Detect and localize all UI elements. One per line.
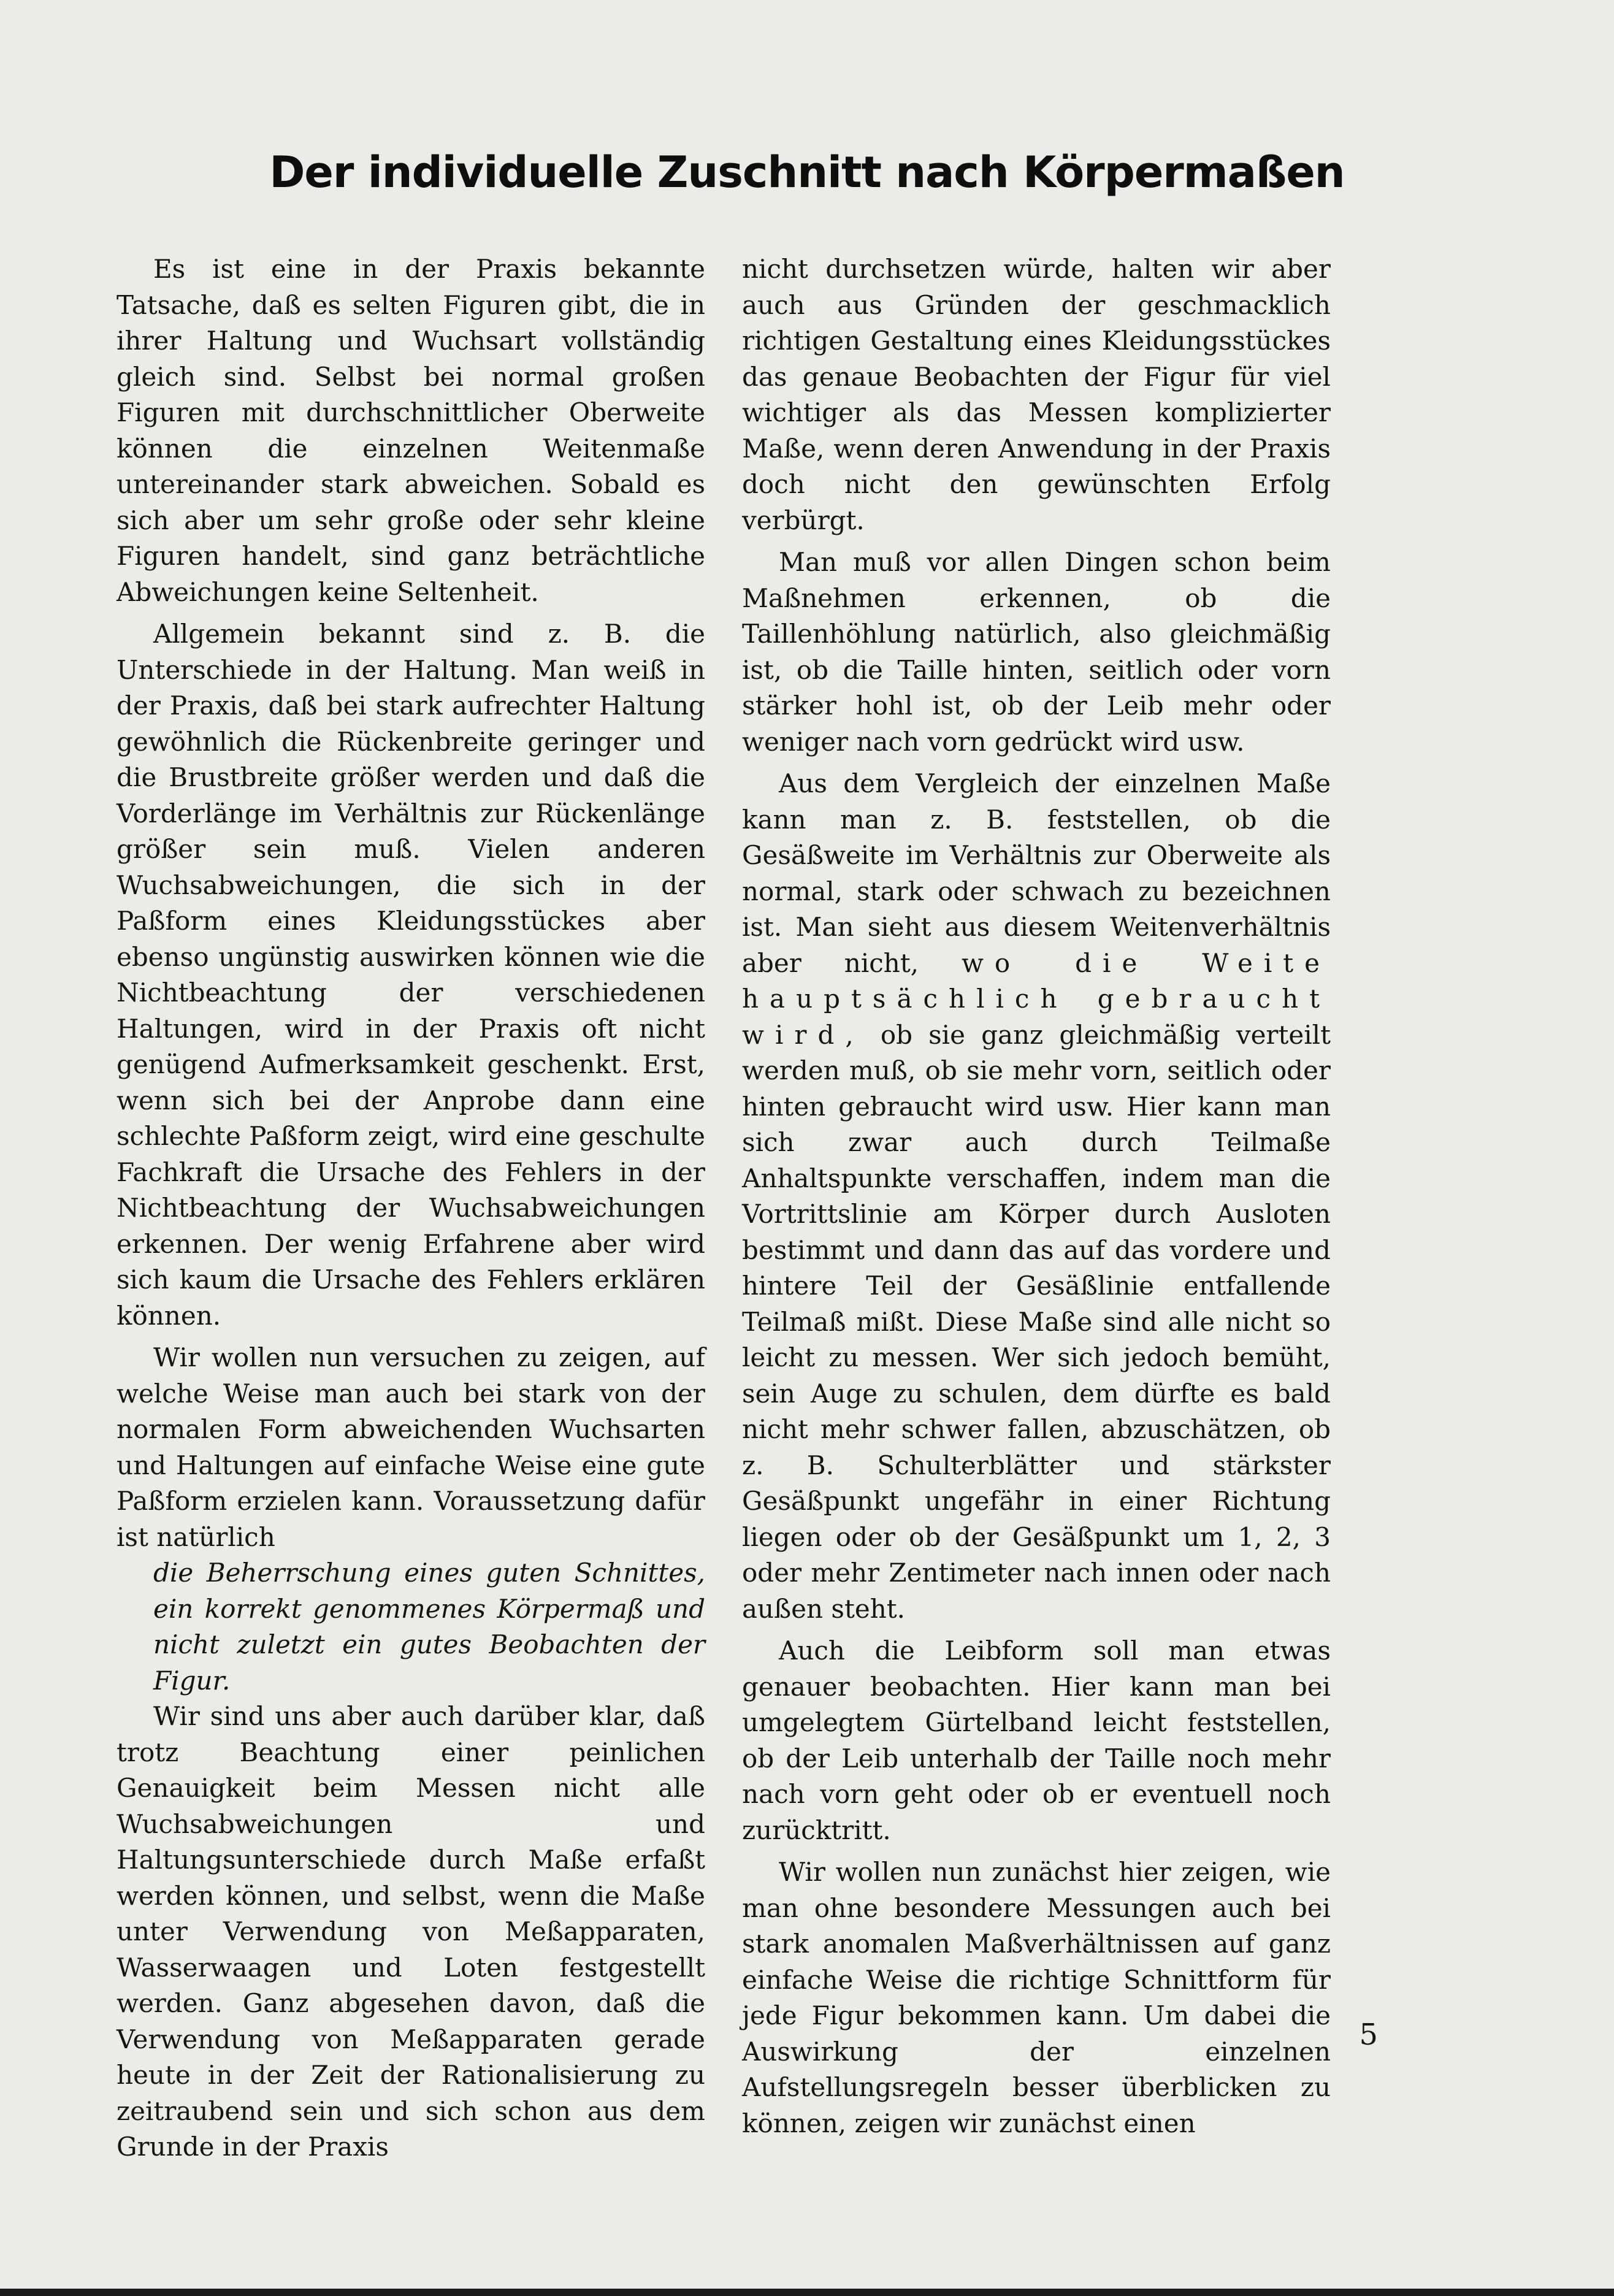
left-column <box>117 251 705 2165</box>
paragraph-text: Aus dem Vergleich der einzelnen Maße kann man z. B. feststellen, ob die Gesäßweite im Verhältnis zur Oberweite als normal, stark oder schwach zu bezeichnen ist. Man sieht aus diesem Weitenverhältnis aber nicht, <box>742 768 1331 978</box>
paragraph: Wir wollen nun zunächst hier zeigen, wie man ohne besondere Messungen auch bei stark anomalen Maßverhältnissen auf ganz einfache Weise die richtige Schnittform für jede Figur bekommen kann. Um dabei die Auswirkung der einzelnen Aufstellungsregeln besser überblicken zu können, zeigen wir zunächst einen <box>742 1857 1331 2138</box>
paragraph: Auch die Leibform soll man etwas genauer beobachten. Hier kann man bei umgelegtem Gürtelband leicht feststellen, ob der Leib unterhalb der Taille noch mehr nach vorn geht oder ob er eventuell noch zurücktritt. <box>742 1636 1331 1845</box>
spaced-emphasis: wo die Weite hauptsächlich gebraucht wird, <box>742 947 1331 1050</box>
right-column <box>742 251 1331 2141</box>
paragraph: nicht durchsetzen würde, halten wir aber auch aus Gründen der geschmacklich richtigen Gestaltung eines Kleidungsstückes das genaue Beobachten der Figur für viel wichtiger als das Messen komplizierter Maße, wenn deren Anwendung in der Praxis doch nicht den gewünschten Erfolg verbürgt. <box>742 254 1331 535</box>
paragraph: Allgemein bekannt sind z. B. die Unterschiede in der Haltung. Man weiß in der Praxis, daß bei stark aufrechter Haltung gewöhnlich die Rückenbreite geringer und die Brustbreite größer werden und daß die Vorderlänge im Verhältnis zur Rückenlänge größer sein muß. Vielen anderen Wuchsabweichungen, die sich in der Paßform eines Kleidungsstückes aber ebenso ungünstig auswirken können wie die Nichtbeachtung der verschiedenen Haltungen, wird in der Praxis oft nicht genügend Aufmerksamkeit geschenkt. Erst, wenn sich bei der Anprobe dann eine schlechte Paßform zeigt, wird eine geschulte Fachkraft die Ursache des Fehlers in der Nichtbeachtung der Wuchsabweichungen erkennen. Der wenig Erfahrene aber wird sich kaum die Ursache des Fehlers erklären können. <box>117 619 705 1331</box>
page-title: Der individuelle Zuschnitt nach Körpermaßen <box>269 147 1345 197</box>
paragraph: Man muß vor allen Dingen schon beim Maßnehmen erkennen, ob die Taillenhöhlung natürlich, also gleichmäßig ist, ob die Taille hinten, seitlich oder vorn stärker hohl ist, ob der Leib mehr oder weniger nach vorn gedrückt wird usw. <box>742 547 1331 757</box>
page-number: 5 <box>1359 2018 1378 2052</box>
paragraph: Wir sind uns aber auch darüber klar, daß trotz Beachtung einer peinlichen Genauigkeit beim Messen nicht alle Wuchsabweichungen und Haltungsunterschiede durch Maße erfaßt werden können, und selbst, wenn die Maße unter Verwendung von Meßapparaten, Wasserwaagen und Loten festgestellt werden. Ganz abgesehen davon, daß die Verwendung von Meßapparaten gerade heute in der Zeit der Rationalisierung zu zeitraubend sein und sich schon aus dem Grunde in der Praxis <box>117 1701 705 2162</box>
paragraph: Wir wollen nun versuchen zu zeigen, auf welche Weise man auch bei stark von der normalen Form abweichenden Wuchsarten und Haltungen auf einfache Weise eine gute Paßform erzielen kann. Voraussetzung dafür ist natürlich <box>117 1342 705 1552</box>
paragraph: Es ist eine in der Praxis bekannte Tatsache, daß es selten Figuren gibt, die in ihrer Haltung und Wuchsart vollständig gleich sind. Selbst bei normal großen Figuren mit durchschnittlicher Oberweite können die einzelnen Weitenmaße untereinander stark abweichen. Sobald es sich aber um sehr große oder sehr kleine Figuren handelt, sind ganz beträchtliche Abweichungen keine Seltenheit. <box>117 254 705 607</box>
italic-quote: die Beherrschung eines guten Schnittes, ein korrekt genommenes Körpermaß und nicht zuletzt ein gutes Beobachten der Figur. <box>153 1558 705 1696</box>
paragraph-text: ob sie ganz gleichmäßig verteilt werden muß, ob sie mehr vorn, seitlich oder hinten gebraucht wird usw. Hier kann man sich zwar auch durch Teilmaße Anhaltspunkte verschaffen, indem man die Vortrittslinie am Körper durch Ausloten bestimmt und dann das auf das vordere und hintere Teil der Gesäßlinie entfallende Teilmaß mißt. Diese Maße sind alle nicht so leicht zu messen. Wer sich jedoch bemüht, sein Auge zu schulen, dem dürfte es bald nicht mehr schwer fallen, abzuschätzen, ob z. B. Schulterblätter und stärkster Gesäßpunkt ungefähr in einer Richtung liegen oder ob der Gesäßpunkt um 1, 2, 3 oder mehr Zentimeter nach innen oder nach außen steht. <box>742 1019 1331 1624</box>
paragraph <box>742 766 1331 1627</box>
scan-bottom-edge <box>0 2289 1614 2296</box>
